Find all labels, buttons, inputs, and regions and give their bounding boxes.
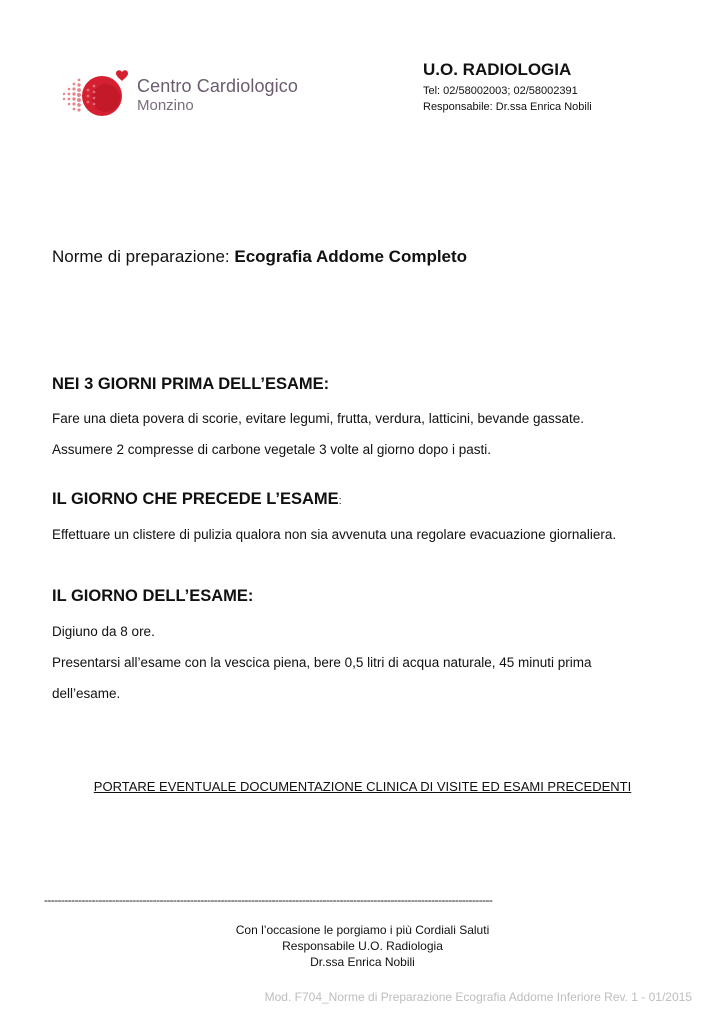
logo-subtitle: Monzino xyxy=(137,97,194,114)
documentation-notice: PORTARE EVENTUALE DOCUMENTAZIONE CLINICA DI VISITE ED ESAMI PRECEDENTI xyxy=(93,779,632,794)
instruction-line: dell’esame. xyxy=(52,686,121,701)
section-heading-exam-day: IL GIORNO DELL’ESAME: xyxy=(52,587,254,605)
instruction-line: Effettuare un clistere di pulizia qualora non sia avvenuta una regolare evacuazione giornaliera. xyxy=(52,527,617,542)
dashed-separator: ------------------------------------------------------------------------------------------------------------------------------------ xyxy=(44,893,493,907)
instruction-line: Assumere 2 compresse di carbone vegetale 3 volte al giorno dopo i pasti. xyxy=(52,442,492,457)
logo-title: Centro Cardiologico xyxy=(137,76,298,96)
instruction-line: Presentarsi all’esame con la vescica piena, bere 0,5 litri di acqua naturale, 45 minuti prima xyxy=(52,655,592,670)
footer-role: Responsabile U.O. Radiologia xyxy=(282,939,443,953)
form-code: Mod. F704_Norme di Preparazione Ecografia Addome Inferiore Rev. 1 - 01/2015 xyxy=(264,990,692,1004)
document-title xyxy=(52,247,467,267)
footer-greeting: Con l’occasione le porgiamo i più Cordiali Saluti xyxy=(235,923,490,937)
section-heading-day-before xyxy=(52,490,342,509)
section-heading-colon: : xyxy=(338,495,342,507)
unit-phone: Tel: 02/58002003; 02/58002391 xyxy=(423,85,578,97)
heart-dots-logo-icon xyxy=(58,66,138,126)
instruction-line: Digiuno da 8 ore. xyxy=(52,624,155,639)
section-heading-3-days-before: NEI 3 GIORNI PRIMA DELL’ESAME: xyxy=(52,375,330,393)
exam-name: Ecografia Addome Completo xyxy=(234,247,468,266)
instruction-line: Fare una dieta povera di scorie, evitare legumi, frutta, verdura, latticini, bevande gassate. xyxy=(52,411,585,426)
footer-signature-name: Dr.ssa Enrica Nobili xyxy=(310,955,415,969)
unit-title: U.O. RADIOLOGIA xyxy=(423,60,572,79)
document-title-prefix: Norme di preparazione: xyxy=(52,247,235,266)
section-heading-text: IL GIORNO CHE PRECEDE L’ESAME xyxy=(52,490,339,508)
unit-responsible: Responsabile: Dr.ssa Enrica Nobili xyxy=(423,101,592,113)
